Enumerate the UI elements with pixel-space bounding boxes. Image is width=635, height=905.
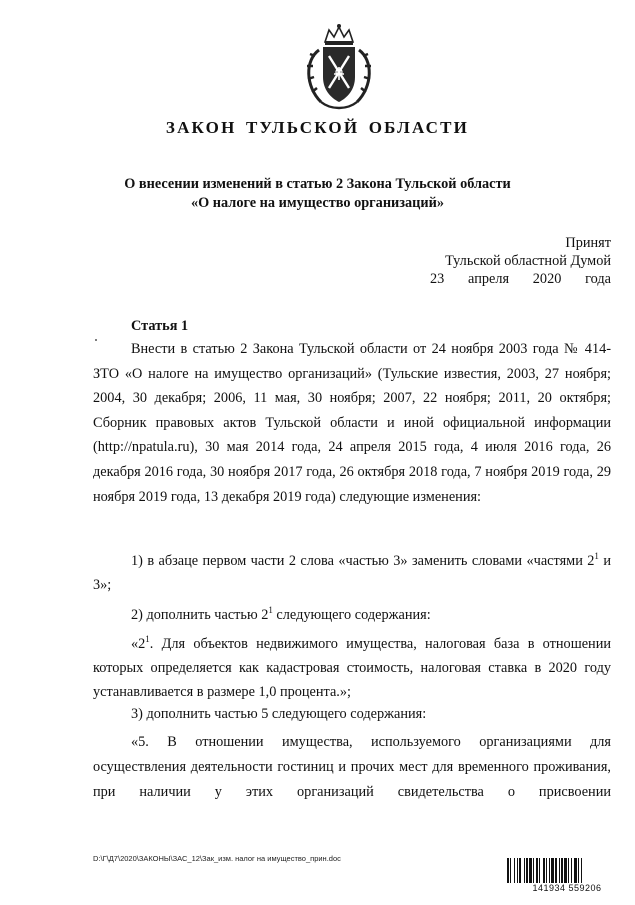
paragraph-part-5	[93, 730, 611, 830]
adoption-year: 2020	[532, 271, 562, 287]
subtitle-line-1: О внесении изменений в статью 2 Закона Тульской области	[124, 176, 511, 192]
text-part: . Для объектов недвижимого имущества, налоговая база в отношении которых определяется как кадастровая стоимость, налоговая ставка в 2020 году устанавливается в размере 1,0 процента.»;	[93, 635, 611, 700]
paragraph-text	[93, 598, 611, 627]
paragraph-text: 3) дополнить частью 5 следующего содержания:	[131, 706, 427, 722]
text-part: следующего содержания:	[272, 606, 431, 623]
superscript: 1	[268, 605, 273, 615]
text-part: и 3»;	[93, 552, 611, 594]
file-path: D:\Г\Д7\2020\ЗАКОНЫ\ЗАС_12\Зак_изм. налог на имущество_прин.doc	[93, 854, 341, 863]
adoption-year-word: года	[585, 271, 611, 287]
paragraph-item-1	[93, 544, 611, 598]
paragraph-text: Внести в статью 2 Закона Тульской области от 24 ноября 2003 года № 414-ЗТО «О налоге на имущество организаций» (Тульские известия, 2003, 27 ноября; 2004, 30 декабря; 2006, 11 мая, 30 ноября; 2007, 22 ноября; 2011, 20 октября; Сборник правовых актов Тульской области и иной официальной информации (http://npatula.ru), 30 мая 2014 года, 24 апреля 2015 года, 4 июля 2016 года, 26 декабря 2016 года, 30 ноября 2017 года, 26 октября 2018 года, 7 ноября 2019 года, 29 ноября 2019 года, 13 декабря 2019 года) следующие изменения:	[93, 341, 611, 505]
paragraph-text: «5. В отношении имущества, используемого организациями для осуществления деятельности гостиниц и прочих мест для временного проживания, при наличии у этих организаций свидетельства о присвоении	[93, 734, 611, 800]
coat-of-arms-icon	[299, 22, 379, 112]
paragraph-text	[93, 544, 611, 598]
paragraph-text	[93, 627, 611, 704]
paragraph-item-3	[93, 702, 611, 726]
text-part: 1) в абзаце первом части 2 слова «частью 3» заменить словами «частями 2	[131, 552, 595, 569]
paragraph-part-2-1	[93, 627, 611, 704]
law-title: ЗАКОН ТУЛЬСКОЙ ОБЛАСТИ	[165, 118, 470, 137]
superscript: 1	[594, 551, 599, 561]
barcode-number: 141934 559206	[504, 883, 630, 893]
text-part: «2	[131, 635, 146, 652]
adoption-date	[430, 270, 611, 288]
paragraph-amend-intro	[93, 337, 611, 509]
subtitle-line-2: «О налоге на имущество организаций»	[190, 195, 445, 211]
paragraph-item-2	[93, 598, 611, 627]
law-subtitle	[0, 175, 635, 213]
adopted-by: Тульской областной Думой	[445, 253, 611, 269]
adoption-day: 23	[430, 271, 445, 287]
adoption-block	[391, 234, 611, 288]
adoption-month: апреля	[468, 271, 510, 287]
superscript: 1	[145, 634, 150, 644]
adopted-label: Принят	[565, 235, 611, 251]
article-heading: Статья 1	[131, 318, 189, 334]
text-part: 2) дополнить частью 2	[131, 606, 269, 623]
